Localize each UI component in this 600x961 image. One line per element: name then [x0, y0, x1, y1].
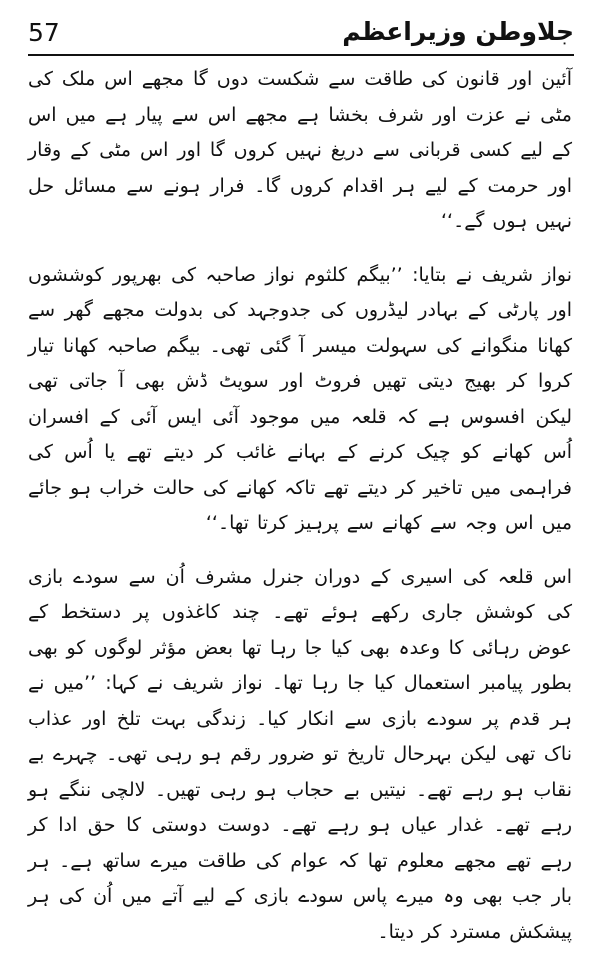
page-body [28, 62, 572, 950]
page-header [28, 14, 574, 54]
header-divider [28, 54, 574, 56]
paragraph-2: نواز شریف نے بتایا: ’’بیگم کلثوم نواز صاحبہ کی بھرپور کوششوں اور پارٹی کے بہادر لیڈروں کی جدوجہد کی بدولت مجھے گھر سے کھانا منگوانے کی سہولت میسر آ گئی تھی۔ بیگم صاحبہ کھانا تیار کروا کر بھیج دیتی تھیں فروٹ اور سویٹ ڈش بھی آ جاتی تھی لیکن افسوس ہے کہ قلعہ میں موجود آئی ایس آئی کے افسران اُس کھانے کو چیک کرنے کے بہانے غائب کر دیتے تھے یا اُس کی فراہمی میں تاخیر کر دیتے تھے تاکہ کھانے کی حالت خراب ہو جائے میں اس وجہ سے کھانے سے پرہیز کرتا تھا۔‘‘ [28, 263, 572, 534]
paragraph-1: آئین اور قانون کی طاقت سے شکست دوں گا مجھے اس ملک کی مٹی نے عزت اور شرف بخشا ہے مجھے اس سے پیار ہے میں اس کے لیے کسی قربانی سے دریغ نہیں کروں گا اور اس مٹی کے وقار اور حرمت کے لیے ہر اقدام کروں گا۔ فرار ہونے سے مسائل حل نہیں ہوں گے۔‘‘ [28, 68, 572, 232]
page-number: 57 [28, 18, 60, 47]
running-title: جلاوطن وزیراعظم [342, 17, 574, 46]
paragraph-3: اس قلعہ کی اسیری کے دوران جنرل مشرف اُن سے سودے بازی کی کوشش جاری رکھے ہوئے تھے۔ چند کاغذوں پر دستخط کے عوض رہائی کا وعدہ بھی کیا جا رہا تھا بعض مؤثر لوگوں کو بھی بطور پیامبر استعمال کیا جا رہا تھا۔ نواز شریف نے کہا: ’’میں نے ہر قدم پر سودے بازی سے انکار کیا۔ زندگی بہت تلخ اور عذاب ناک تھی لیکن بہرحال تاریخ تو ضرور رقم ہو رہی تھی۔ چہرے بے نقاب ہو رہے تھے۔ نیتیں بے حجاب ہو رہی تھیں۔ لالچی ننگے ہو رہے تھے۔ غدار عیاں ہو رہے تھے۔ دوست دوستی کا حق ادا کر رہے تھے مجھے معلوم تھا کہ عوام کی طاقت میرے ساتھ ہے۔ ہر بار جب بھی وہ میرے پاس سودے بازی کے لیے آتے میں اُن کی ہر پیشکش مسترد کر دیتا۔ [28, 565, 572, 943]
